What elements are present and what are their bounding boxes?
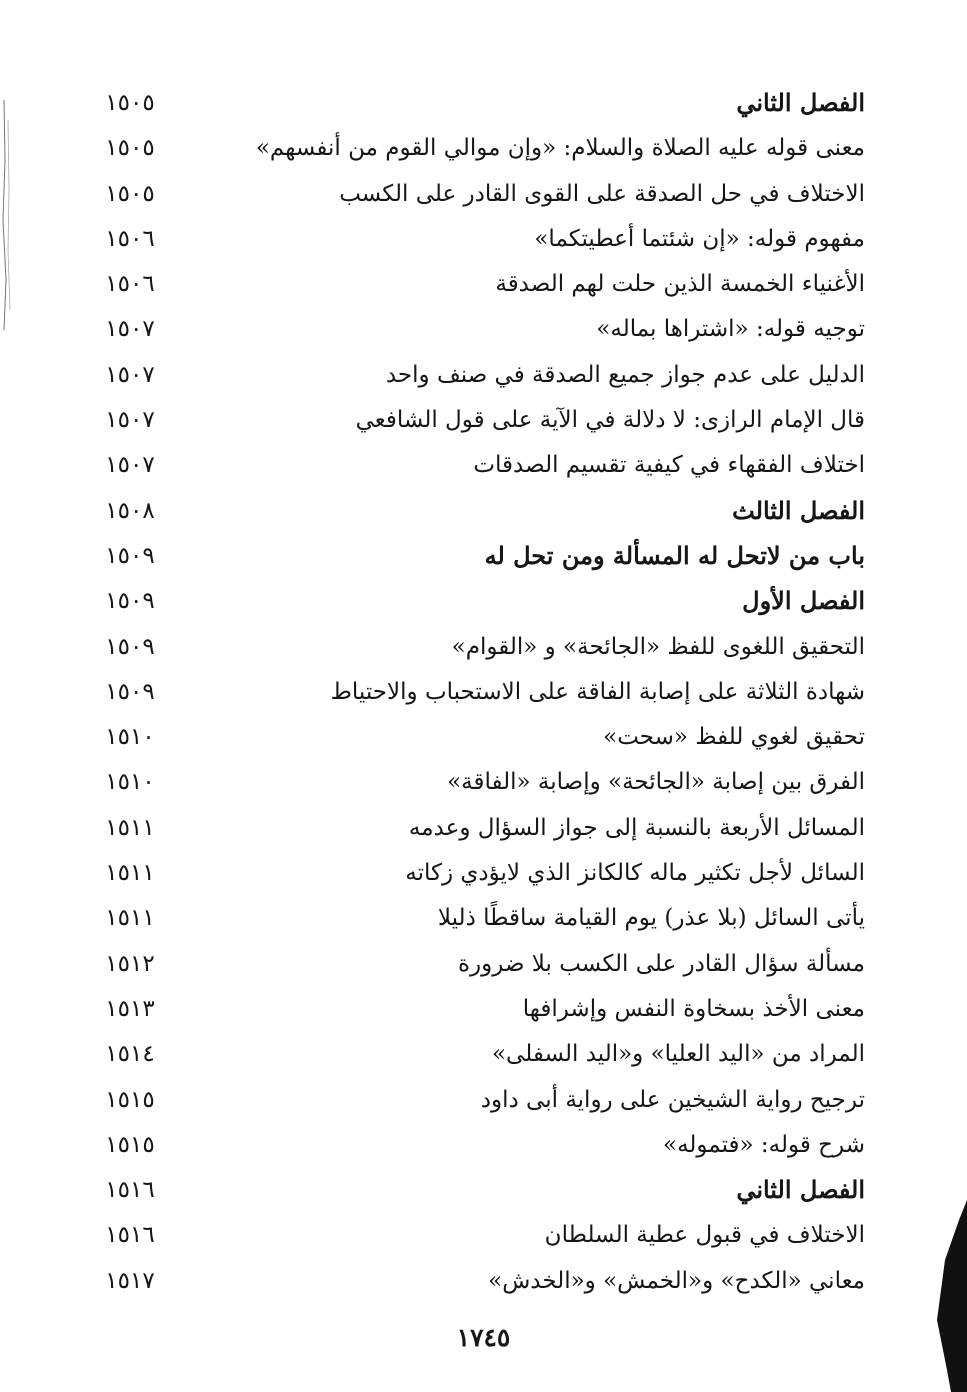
toc-heading-row xyxy=(90,80,865,125)
toc-entry-title: تحقيق لغوي للفظ «سحت» xyxy=(603,724,865,751)
toc-entry-title: الدليل على عدم جواز جميع الصدقة في صنف واحد xyxy=(385,361,865,388)
toc-entry-title: مسألة سؤال القادر على الكسب بلا ضرورة xyxy=(457,950,865,977)
toc-entry-title: الفصل الثاني xyxy=(736,88,865,117)
toc-entry-row xyxy=(90,895,865,940)
toc-entry-page-number: ١٥٠٧ xyxy=(105,361,155,388)
toc-entry-title: الفصل الثالث xyxy=(732,495,865,525)
toc-entry-row xyxy=(90,216,865,261)
toc-entry-row xyxy=(90,1122,865,1167)
toc-entry-title: الاختلاف في حل الصدقة على القوى القادر على الكسب xyxy=(339,180,865,207)
toc-entry-title: معنى الأخذ بسخاوة النفس وإشرافها xyxy=(522,995,865,1022)
toc-heading-row xyxy=(90,578,865,623)
toc-entry-page-number: ١٥١٣ xyxy=(105,995,155,1022)
toc-entry-row xyxy=(90,171,865,216)
toc-entry-page-number: ١٥١٤ xyxy=(105,1041,155,1068)
toc-entry-page-number: ١٥١٧ xyxy=(105,1267,155,1294)
toc-entry-title: باب من لاتحل له المسألة ومن تحل له xyxy=(484,540,865,570)
toc-entry-row xyxy=(90,125,865,170)
toc-entry-page-number: ١٥٠٧ xyxy=(105,452,155,479)
toc-entry-title: السائل لأجل تكثير ماله كالكانز الذي لايؤدي زكاته xyxy=(405,860,865,887)
toc-entry-page-number: ١٥٠٩ xyxy=(105,678,155,705)
toc-heading-row xyxy=(90,488,865,533)
toc-entry-page-number: ١٥١١ xyxy=(105,860,155,887)
toc-entry-page-number: ١٥٠٩ xyxy=(105,588,155,615)
toc-entry-title: المراد من «اليد العليا» و«اليد السفلى» xyxy=(491,1041,865,1068)
toc-entry-page-number: ١٥١١ xyxy=(105,814,155,841)
toc-entry-page-number: ١٥١١ xyxy=(105,905,155,932)
toc-entry-title: المسائل الأربعة بالنسبة إلى جواز السؤال وعدمه xyxy=(408,814,865,841)
toc-entry-title: قال الإمام الرازى: لا دلالة في الآية على قول الشافعي xyxy=(355,407,865,434)
toc-entry-row xyxy=(90,306,865,351)
toc-entry-page-number: ١٥١٦ xyxy=(105,1177,155,1204)
toc-entry-title: شهادة الثلاثة على إصابة الفاقة على الاستحباب والاحتياط xyxy=(330,678,865,705)
toc-entry-row xyxy=(90,805,865,850)
toc-entry-title: التحقيق اللغوى للفظ «الجائحة» و «القوام» xyxy=(451,633,865,660)
toc-entry-title: الفصل الأول xyxy=(742,586,865,616)
toc-entry-row xyxy=(90,1031,865,1076)
table-of-contents xyxy=(90,80,865,1303)
toc-entry-page-number: ١٥٠٩ xyxy=(105,633,155,660)
toc-entry-page-number: ١٥١٢ xyxy=(105,950,155,977)
toc-entry-title: الفرق بين إصابة «الجائحة» وإصابة «الفاقة» xyxy=(447,769,865,796)
toc-entry-page-number: ١٥١٦ xyxy=(105,1222,155,1249)
toc-entry-title: الاختلاف في قبول عطية السلطان xyxy=(544,1222,865,1249)
toc-entry-row xyxy=(90,1212,865,1257)
toc-entry-title: معاني «الكدح» و«الخمش» و«الخدش» xyxy=(488,1267,865,1294)
toc-heading-row xyxy=(90,1167,865,1212)
toc-heading-row xyxy=(90,533,865,578)
toc-entry-row xyxy=(90,1258,865,1303)
toc-entry-page-number: ١٥١٥ xyxy=(105,1086,155,1113)
toc-entry-page-number: ١٥٠٩ xyxy=(105,542,155,569)
toc-entry-row xyxy=(90,759,865,804)
scan-blot-artifact xyxy=(907,1200,967,1392)
toc-entry-row xyxy=(90,669,865,714)
toc-entry-row xyxy=(90,1077,865,1122)
toc-entry-page-number: ١٥٠٦ xyxy=(105,271,155,298)
toc-entry-row xyxy=(90,261,865,306)
toc-entry-title: ترجيح رواية الشيخين على رواية أبى داود xyxy=(480,1086,865,1113)
toc-entry-title: مفهوم قوله: «إن شئتما أعطيتكما» xyxy=(534,225,865,252)
toc-entry-page-number: ١٥٠٧ xyxy=(105,316,155,343)
toc-entry-title: توجيه قوله: «اشتراها بماله» xyxy=(596,316,865,343)
toc-entry-page-number: ١٥١٠ xyxy=(105,769,155,796)
toc-entry-page-number: ١٥٠٨ xyxy=(105,497,155,524)
toc-entry-row xyxy=(90,397,865,442)
toc-entry-row xyxy=(90,941,865,986)
toc-entry-title: اختلاف الفقهاء في كيفية تقسيم الصدقات xyxy=(473,452,865,479)
scan-edge-artifact xyxy=(0,100,14,330)
toc-entry-page-number: ١٥٠٥ xyxy=(105,90,155,116)
page-number: ١٧٤٥ xyxy=(456,1323,511,1352)
toc-entry-page-number: ١٥٠٦ xyxy=(105,225,155,252)
toc-entry-title: الفصل الثاني xyxy=(736,1175,865,1205)
toc-entry-page-number: ١٥٠٧ xyxy=(105,407,155,434)
toc-entry-page-number: ١٥٠٥ xyxy=(105,180,155,207)
toc-entry-row xyxy=(90,986,865,1031)
toc-entry-row xyxy=(90,442,865,487)
toc-entry-title: معنى قوله عليه الصلاة والسلام: «وإن موالي القوم من أنفسهم» xyxy=(255,135,865,162)
toc-entry-row xyxy=(90,624,865,669)
toc-entry-row xyxy=(90,714,865,759)
toc-entry-page-number: ١٥١٠ xyxy=(105,724,155,751)
toc-entry-title: يأتى السائل (بلا عذر) يوم القيامة ساقطًا ذليلا xyxy=(437,905,865,932)
toc-entry-title: الأغنياء الخمسة الذين حلت لهم الصدقة xyxy=(495,271,865,298)
toc-entry-title: شرح قوله: «فتموله» xyxy=(663,1131,865,1158)
toc-entry-page-number: ١٥١٥ xyxy=(105,1131,155,1158)
toc-entry-row xyxy=(90,352,865,397)
toc-entry-row xyxy=(90,850,865,895)
toc-entry-page-number: ١٥٠٥ xyxy=(105,135,155,162)
